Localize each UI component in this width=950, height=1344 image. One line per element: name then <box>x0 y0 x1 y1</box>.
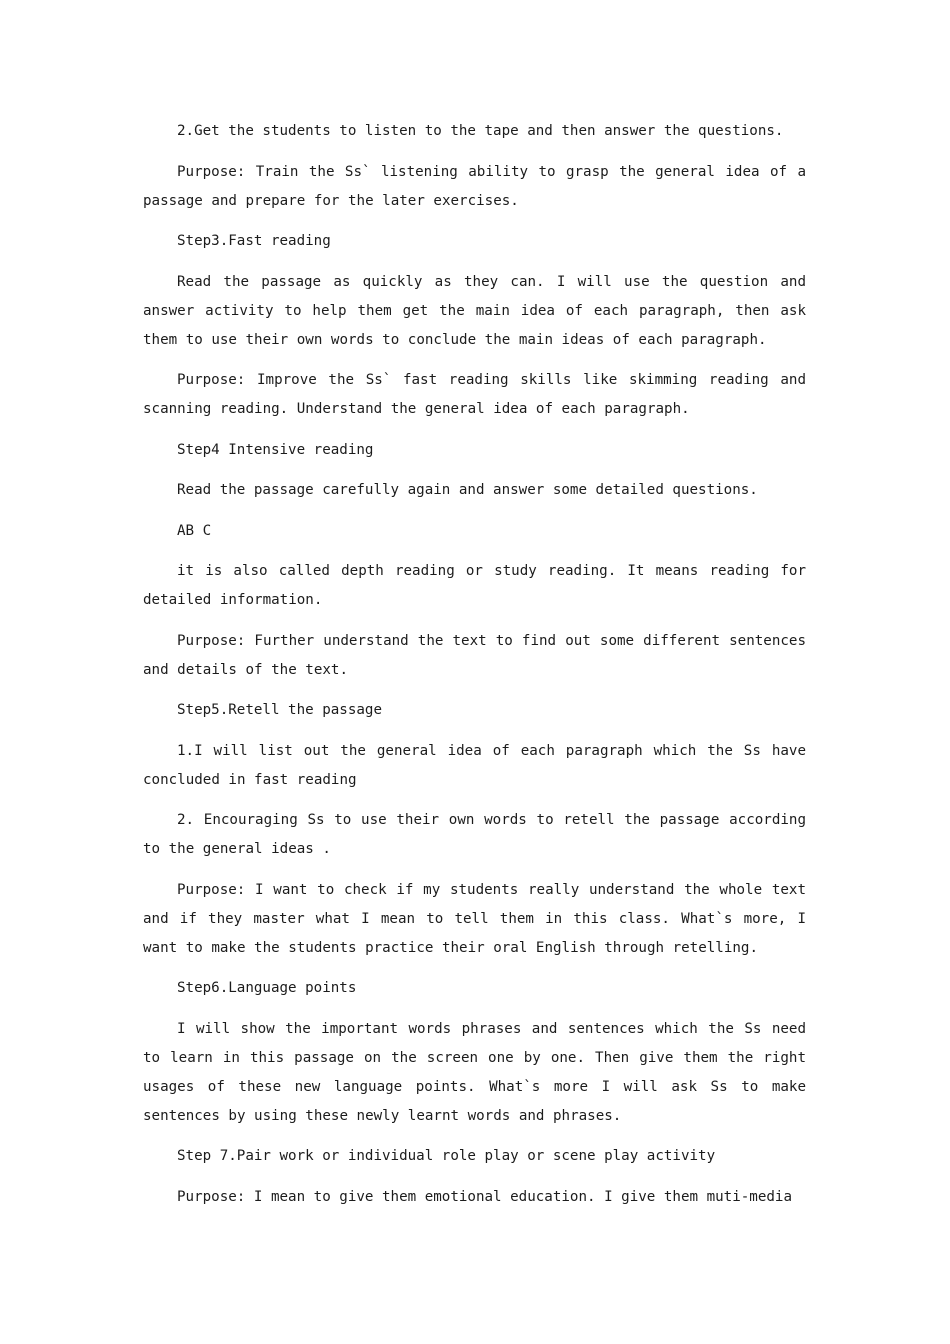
paragraph-read-quickly: Read the passage as quickly as they can. I will use the question and answer activity to help them get the main idea of each paragraph, then ask them to use their own words to conclude the main ideas of each paragraph. <box>143 273 806 348</box>
paragraph-abc: AB C <box>177 522 212 539</box>
paragraph-purpose-fast-reading: Purpose: Improve the Ss` fast reading skills like skimming reading and scanning reading. Understand the general idea of each paragraph. <box>143 372 806 417</box>
paragraph-depth-reading: it is also called depth reading or study reading. It means reading for detailed information. <box>143 563 806 608</box>
paragraph-read-carefully: Read the passage carefully again and answer some detailed questions. <box>177 482 758 498</box>
heading-step3-fast-reading: Step3.Fast reading <box>177 233 331 249</box>
heading-step5-retell: Step5.Retell the passage <box>177 702 382 718</box>
document-body <box>143 117 806 1223</box>
paragraph-encourage-retell: 2. Encouraging Ss to use their own words to retell the passage according to the general ideas . <box>143 812 806 857</box>
paragraph-purpose-emotional: Purpose: I mean to give them emotional education. I give them muti-media <box>177 1188 792 1205</box>
heading-step6-language-points: Step6.Language points <box>177 980 357 996</box>
paragraph-list-general-idea: 1.I will list out the general idea of each paragraph which the Ss have concluded in fast reading <box>143 742 806 788</box>
paragraph-purpose-retell: Purpose: I want to check if my students really understand the whole text and if they master what I mean to tell them in this class. What`s more, I want to make the students practice their oral English through retelling. <box>143 881 806 956</box>
heading-step7-pair-work: Step 7.Pair work or individual role play or scene play activity <box>177 1148 716 1164</box>
paragraph-language-points: I will show the important words phrases and sentences which the Ss need to learn in this passage on the screen one by one. Then give them the right usages of these new language points. What`s more I will ask Ss to make sentences by using these newly learnt words and phrases. <box>143 1020 806 1124</box>
paragraph-purpose-intensive: Purpose: Further understand the text to find out some different sentences and details of the text. <box>143 632 806 678</box>
heading-step4-intensive-reading: Step4 Intensive reading <box>177 441 374 458</box>
paragraph-purpose-listening: Purpose: Train the Ss` listening ability to grasp the general idea of a passage and prepare for the later exercises. <box>143 163 806 209</box>
paragraph-listen-tape: 2.Get the students to listen to the tape and then answer the questions. <box>177 123 784 139</box>
